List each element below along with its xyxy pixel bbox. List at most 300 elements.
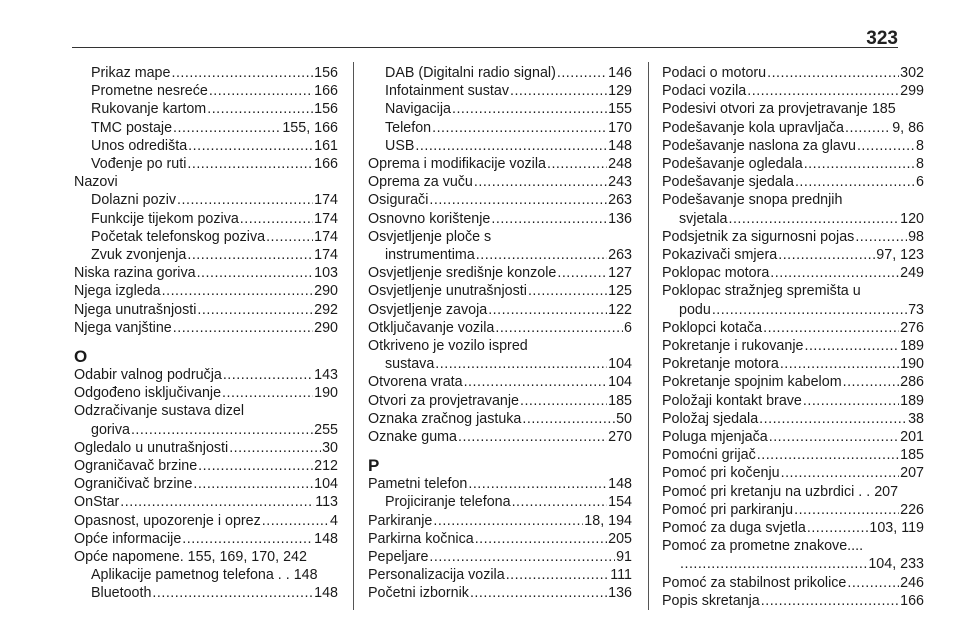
dot-leader <box>262 512 329 530</box>
index-entry <box>368 155 632 173</box>
dot-leader <box>495 319 623 337</box>
index-entry <box>368 191 632 209</box>
index-entry <box>368 512 632 530</box>
index-entry <box>74 530 338 548</box>
entry-label: Oznaka zračnog jastuka <box>368 410 522 427</box>
entry-label: Podešavanje sjedala <box>662 174 794 191</box>
dot-leader <box>476 246 607 264</box>
entry-page-ref[interactable]: 9, 86 <box>892 119 924 136</box>
dot-leader <box>804 337 899 355</box>
entry-page-ref[interactable]: 136 <box>608 585 632 602</box>
dot-leader <box>433 512 583 530</box>
index-subentry <box>368 119 632 137</box>
dot-leader <box>807 519 869 537</box>
entry-page-ref[interactable]: 207 <box>874 483 899 500</box>
entry-label: Otključavanje vozila <box>368 319 495 336</box>
index-entry <box>662 373 924 391</box>
entry-page-ref[interactable]: 38 <box>908 410 924 427</box>
dot-leader <box>857 137 915 155</box>
dot-leader <box>728 210 899 228</box>
dot-leader <box>415 137 607 155</box>
entry-page-ref[interactable]: 73 <box>908 301 924 318</box>
entry-page-ref[interactable]: 104 <box>608 374 632 391</box>
dot-leader <box>173 119 281 137</box>
index-entry <box>662 574 924 592</box>
entry-label: Prometne nesreće <box>91 83 208 100</box>
entry-label: Otvorena vrata <box>368 374 463 391</box>
entry-label: Ograničavač brzine <box>74 458 198 475</box>
dot-leader <box>475 530 607 548</box>
dot-leader <box>845 119 891 137</box>
entry-page-ref[interactable]: 212 <box>314 458 338 475</box>
dot-leader <box>803 392 899 410</box>
entry-page-ref[interactable]: 156 <box>314 65 338 81</box>
index-subentry <box>368 82 632 100</box>
entry-page-ref[interactable]: 226 <box>900 501 924 518</box>
dot-leader <box>795 173 915 191</box>
dot-leader <box>209 82 313 100</box>
entry-label: Osvjetljenje zavoja <box>368 301 488 318</box>
entry-label: Njega vanjštine <box>74 319 172 336</box>
index-entry <box>74 301 338 319</box>
entry-page-ref[interactable]: 207 <box>900 465 924 482</box>
entry-page-ref[interactable]: 276 <box>900 319 924 336</box>
dot-leader <box>120 493 314 511</box>
dot-leader <box>767 64 899 82</box>
entry-page-ref[interactable]: 97, 123 <box>876 247 924 264</box>
index-entry <box>368 392 632 410</box>
entry-separator: . . <box>273 567 294 584</box>
index-entry <box>662 100 924 118</box>
dot-leader <box>712 301 907 319</box>
index-subentry <box>368 64 632 82</box>
header-rule <box>72 47 898 48</box>
entry-label: Pokretanje i rukovanje <box>662 338 804 355</box>
index-entry <box>368 530 632 548</box>
index-column-2 <box>368 64 632 603</box>
index-entry <box>74 548 338 566</box>
dot-leader <box>528 282 607 300</box>
index-entry-heading: Poklopac stražnjeg spremišta u <box>662 283 861 300</box>
entry-label: Projiciranje telefona <box>385 494 511 511</box>
dot-leader <box>847 574 899 592</box>
index-entry <box>662 246 924 264</box>
dot-leader <box>429 191 607 209</box>
entry-label: Vođenje po ruti <box>91 156 187 173</box>
entry-label: Oprema za vuču <box>368 174 473 191</box>
index-entry <box>368 173 632 191</box>
entry-label: Opće informacije <box>74 530 182 547</box>
index-entry <box>662 592 924 610</box>
entry-page-ref[interactable]: 127 <box>608 265 632 282</box>
entry-page-ref[interactable]: 174 <box>314 247 338 264</box>
entry-page-ref[interactable]: 174 <box>314 228 338 245</box>
entry-page-ref[interactable]: 246 <box>900 574 924 591</box>
entry-page-ref[interactable]: 155 <box>608 101 632 118</box>
dot-leader <box>173 319 313 337</box>
entry-page-ref[interactable]: 6 <box>624 319 632 336</box>
index-entry <box>662 483 924 501</box>
entry-label: Aplikacije pametnog telefona <box>91 567 274 584</box>
dot-leader <box>197 301 313 319</box>
index-entry <box>662 119 924 137</box>
dot-leader <box>432 119 607 137</box>
index-entry <box>662 137 924 155</box>
entry-page-ref[interactable]: 185 <box>608 392 632 409</box>
entry-label: Pomoć pri kočenju <box>662 465 780 482</box>
entry-page-ref[interactable]: 302 <box>900 65 924 81</box>
entry-label: Bluetooth <box>91 585 152 602</box>
dot-leader <box>794 501 899 519</box>
entry-label: Rukovanje kartom <box>91 101 207 118</box>
dot-leader <box>197 264 314 282</box>
entry-page-ref[interactable]: 299 <box>900 83 924 100</box>
dot-leader <box>522 410 615 428</box>
entry-page-ref[interactable]: 185 <box>871 101 896 118</box>
dot-leader <box>222 384 313 402</box>
entry-label: Pomoć za stabilnost prikolice <box>662 574 847 591</box>
index-subentry <box>368 246 632 264</box>
index-entry <box>74 457 338 475</box>
index-entry <box>74 282 338 300</box>
index-subentry <box>74 566 338 584</box>
entry-page-ref[interactable]: 98 <box>908 228 924 245</box>
dot-leader <box>458 428 607 446</box>
entry-label: Pomoćni grijač <box>662 447 756 464</box>
index-subentry <box>74 82 338 100</box>
entry-label: Pomoć za duga svjetla <box>662 520 806 537</box>
index-subentry <box>74 100 338 118</box>
entry-label: svjetala <box>679 210 728 227</box>
entry-label: Pomoć pri parkiranju <box>662 501 794 518</box>
entry-page-ref[interactable]: 255 <box>314 421 338 438</box>
entry-page-ref[interactable]: 185 <box>900 447 924 464</box>
entry-page-ref[interactable]: 129 <box>608 83 632 100</box>
index-subentry <box>368 493 632 511</box>
entry-label: Ogledalo u unutrašnjosti <box>74 439 229 456</box>
dot-leader <box>187 246 313 264</box>
entry-page-ref[interactable]: 6 <box>916 174 924 191</box>
index-entry-heading: Odzračivanje sustava dizel <box>74 403 245 420</box>
index-entry <box>662 428 924 446</box>
dot-leader <box>229 439 321 457</box>
entry-label: Položaji kontakt brave <box>662 392 802 409</box>
dot-leader <box>429 548 615 566</box>
index-entry <box>662 410 924 428</box>
entry-label: Odabir valnog područja <box>74 367 222 384</box>
entry-page-ref[interactable]: 104 <box>314 476 338 493</box>
entry-page-ref[interactable]: 205 <box>608 530 632 547</box>
entry-label: Osvjetljenje unutrašnjosti <box>368 283 527 300</box>
entry-label: Telefon <box>385 119 432 136</box>
index-entry <box>368 584 632 602</box>
entry-label: Funkcije tijekom poziva <box>91 210 239 227</box>
index-entry <box>662 319 924 337</box>
entry-page-ref[interactable]: 290 <box>314 319 338 336</box>
index-entry <box>74 366 338 384</box>
dot-leader <box>188 137 313 155</box>
dot-leader <box>557 64 607 82</box>
dot-leader <box>193 475 313 493</box>
entry-label: Zvuk zvonjenja <box>91 247 187 264</box>
entry-label: Poklopac motora <box>662 265 770 282</box>
entry-label: Oznake guma <box>368 429 458 446</box>
entry-label: Podešavanje kola upravljača <box>662 119 845 136</box>
index-entry <box>368 301 632 319</box>
dot-leader <box>470 584 607 602</box>
entry-page-ref[interactable]: 155, 166 <box>282 119 338 136</box>
entry-label: Početak telefonskog poziva <box>91 228 266 245</box>
entry-page-ref[interactable]: 263 <box>608 247 632 264</box>
index-entry <box>662 446 924 464</box>
index-entry <box>368 319 632 337</box>
entry-label: sustava <box>385 356 435 373</box>
dot-leader <box>474 173 607 191</box>
dot-leader <box>680 555 867 573</box>
entry-label: Dolazni poziv <box>91 192 177 209</box>
dot-leader <box>512 493 608 511</box>
entry-page-ref[interactable]: 190 <box>314 385 338 402</box>
index-subentry <box>74 584 338 602</box>
dot-leader <box>520 392 607 410</box>
entry-page-ref[interactable]: 189 <box>900 392 924 409</box>
entry-page-ref[interactable]: 148 <box>608 476 632 493</box>
entry-page-ref[interactable]: 146 <box>608 65 632 81</box>
entry-label: Pokretanje spojnim kabelom <box>662 374 842 391</box>
column-divider <box>648 62 649 610</box>
entry-page-ref[interactable]: 104 <box>608 356 632 373</box>
entry-page-ref[interactable]: 243 <box>608 174 632 191</box>
index-subentry <box>74 155 338 173</box>
entry-page-ref[interactable]: 8 <box>916 156 924 173</box>
index-subentry <box>74 228 338 246</box>
index-entry <box>74 264 338 282</box>
index-entry <box>368 548 632 566</box>
entry-page-ref[interactable]: 18, 194 <box>584 512 632 529</box>
index-subentry <box>662 210 924 228</box>
entry-page-ref[interactable]: 111 <box>610 567 632 584</box>
index-entry <box>662 337 924 355</box>
index-entry <box>368 566 632 584</box>
index-entry <box>662 464 924 482</box>
dot-leader <box>488 301 607 319</box>
entry-label: Otvori za provjetravanje <box>368 392 519 409</box>
entry-label: Podesivi otvori za provjetravanje <box>662 101 868 118</box>
entry-label: Podaci o motoru <box>662 65 767 81</box>
entry-label: OnStar <box>74 494 120 511</box>
entry-page-ref[interactable]: 120 <box>900 210 924 227</box>
entry-label: Njega unutrašnjosti <box>74 301 197 318</box>
index-subentry <box>662 555 924 573</box>
entry-page-ref[interactable]: 161 <box>314 137 338 154</box>
dot-leader <box>759 410 907 428</box>
dot-leader <box>491 210 607 228</box>
index-entry <box>662 173 924 191</box>
index-entry <box>662 155 924 173</box>
entry-label: Osnovno korištenje <box>368 210 491 227</box>
entry-label: Poklopci kotača <box>662 319 763 336</box>
dot-leader <box>547 155 607 173</box>
entry-label: Niska razina goriva <box>74 265 196 282</box>
index-entry <box>74 439 338 457</box>
dot-leader <box>240 210 313 228</box>
index-entry <box>662 228 924 246</box>
entry-page-ref[interactable]: 113 <box>315 494 338 511</box>
entry-page-ref[interactable]: 290 <box>314 283 338 300</box>
entry-page-ref[interactable]: 148 <box>293 567 318 584</box>
dot-leader <box>757 446 899 464</box>
entry-label: DAB (Digitalni radio signal) <box>385 65 556 81</box>
entry-label: TMC postaje <box>91 119 173 136</box>
entry-page-ref[interactable]: 103 <box>314 265 338 282</box>
entry-label: instrumentima <box>385 247 475 264</box>
index-entry <box>74 475 338 493</box>
index-entry <box>74 319 338 337</box>
index-entry <box>368 475 632 493</box>
entry-page-ref[interactable]: 104, 233 <box>868 556 924 573</box>
entry-page-ref[interactable]: 286 <box>900 374 924 391</box>
index-subentry <box>368 100 632 118</box>
dot-leader <box>131 421 313 439</box>
entry-label: Poluga mjenjača <box>662 429 768 446</box>
entry-page-ref[interactable]: 190 <box>900 356 924 373</box>
index-subentry <box>74 191 338 209</box>
index-entry-heading: Osvjetljenje ploče s <box>368 228 492 245</box>
index-entry <box>74 384 338 402</box>
entry-page-ref[interactable]: 125 <box>608 283 632 300</box>
entry-label: Pametni telefon <box>368 476 468 493</box>
entry-page-ref[interactable]: 30 <box>322 439 338 456</box>
entry-page-ref[interactable]: 4 <box>330 512 338 529</box>
entry-page-ref[interactable]: 136 <box>608 210 632 227</box>
entry-page-ref[interactable]: 148 <box>314 585 338 602</box>
entry-page-ref[interactable]: 166 <box>314 83 338 100</box>
entry-label: Odgođeno isključivanje <box>74 385 222 402</box>
index-entry <box>662 355 924 373</box>
dot-leader <box>747 82 899 100</box>
entry-page-ref[interactable]: 201 <box>900 429 924 446</box>
entry-page-ref[interactable]: 148 <box>314 530 338 547</box>
dot-leader <box>198 457 313 475</box>
index-entry-heading: Podešavanje snopa prednjih <box>662 192 843 209</box>
index-entry <box>368 428 632 446</box>
entry-page-ref[interactable]: 170 <box>608 119 632 136</box>
dot-leader <box>769 428 899 446</box>
entry-page-ref[interactable]: 156 <box>314 101 338 118</box>
entry-label: Pepeljare <box>368 549 429 566</box>
entry-label: Parkirna kočnica <box>368 530 474 547</box>
entry-label: Podešavanje ogledala <box>662 156 803 173</box>
index-entry <box>662 264 924 282</box>
dot-leader <box>804 155 915 173</box>
entry-label: Opće napomene <box>74 549 180 566</box>
dot-leader <box>510 82 607 100</box>
dot-leader <box>780 355 899 373</box>
entry-label: Osvjetljenje središnje konzole <box>368 265 557 282</box>
dot-leader <box>778 246 875 264</box>
index-subentry <box>74 119 338 137</box>
entry-page-ref[interactable]: 248 <box>608 156 632 173</box>
index-entry <box>662 392 924 410</box>
dot-leader <box>781 464 900 482</box>
entry-separator: . <box>179 549 188 566</box>
entry-separator: . . <box>854 483 875 500</box>
index-subentry <box>368 355 632 373</box>
entry-page-ref[interactable]: 189 <box>900 338 924 355</box>
dot-leader <box>761 592 899 610</box>
index-subentry <box>74 137 338 155</box>
entry-page-ref[interactable]: 174 <box>314 192 338 209</box>
entry-label: Pokazivači smjera <box>662 247 778 264</box>
entry-label: Ograničivač brzine <box>74 476 193 493</box>
entry-label: Opasnost, upozorenje i oprez <box>74 512 261 529</box>
entry-page-ref[interactable]: 263 <box>608 192 632 209</box>
index-subentry <box>74 421 338 439</box>
column-divider <box>353 62 354 610</box>
entry-page-ref[interactable]: 154 <box>608 494 632 511</box>
entry-page-ref[interactable]: 50 <box>616 410 632 427</box>
entry-label: Osigurači <box>368 192 429 209</box>
index-subentry <box>74 246 338 264</box>
entry-label: Oprema i modifikacije vozila <box>368 156 546 173</box>
dot-leader <box>266 228 313 246</box>
entry-label: Podešavanje naslona za glavu <box>662 137 856 154</box>
dot-leader <box>855 228 907 246</box>
index-column-1 <box>74 64 338 603</box>
entry-page-ref[interactable]: 8 <box>916 137 924 154</box>
entry-page-ref[interactable]: 122 <box>608 301 632 318</box>
entry-label: Unos odredišta <box>91 137 188 154</box>
entry-label: Popis skretanja <box>662 592 760 609</box>
entry-page-ref[interactable]: 292 <box>314 301 338 318</box>
dot-leader <box>177 191 313 209</box>
index-letter-heading: O <box>74 347 88 367</box>
dot-leader <box>223 366 313 384</box>
dot-leader <box>468 475 607 493</box>
entry-page-ref[interactable]: 148 <box>608 137 632 154</box>
dot-leader <box>452 100 607 118</box>
dot-leader <box>843 373 900 391</box>
dot-leader <box>162 282 314 300</box>
entry-page-ref[interactable]: 155, 169, 170, 242 <box>187 549 307 566</box>
entry-page-ref[interactable]: 166 <box>900 592 924 609</box>
entry-page-ref[interactable]: 249 <box>900 265 924 282</box>
index-entry <box>662 519 924 537</box>
entry-page-ref[interactable]: 166 <box>314 156 338 173</box>
entry-label: Pokretanje motora <box>662 356 779 373</box>
entry-label: Početni izbornik <box>368 585 469 602</box>
index-entry <box>368 410 632 428</box>
index-entry-heading: Otkriveno je vozilo ispred <box>368 338 528 355</box>
entry-page-ref[interactable]: 174 <box>314 210 338 227</box>
index-entry <box>74 493 338 511</box>
entry-label: Navigacija <box>385 101 451 118</box>
index-entry <box>662 82 924 100</box>
index-subentry <box>74 64 338 82</box>
entry-page-ref[interactable]: 91 <box>616 549 632 566</box>
entry-page-ref[interactable]: 143 <box>314 367 338 384</box>
dot-leader <box>506 566 610 584</box>
dot-leader <box>435 355 607 373</box>
dot-leader <box>152 584 313 602</box>
entry-label: Njega izgleda <box>74 283 161 300</box>
index-entry <box>662 501 924 519</box>
entry-page-ref[interactable]: 270 <box>608 429 632 446</box>
index-subentry <box>368 137 632 155</box>
entry-page-ref[interactable]: 103, 119 <box>869 520 924 537</box>
entry-label: Pomoć pri kretanju na uzbrdici <box>662 483 855 500</box>
index-entry <box>74 512 338 530</box>
